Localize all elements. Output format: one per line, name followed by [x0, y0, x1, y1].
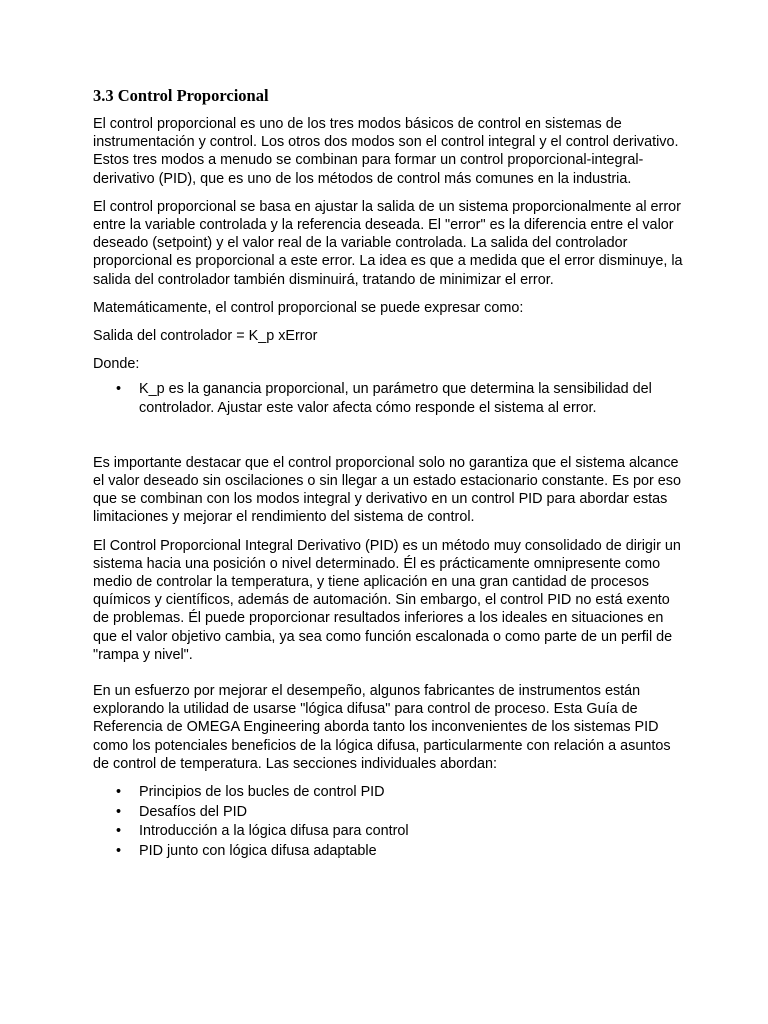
definition-list: [93, 380, 683, 416]
bullet-icon: •: [116, 803, 122, 820]
list-item-text: Principios de los bucles de control PID: [139, 784, 385, 801]
list-item: [93, 783, 683, 803]
paragraph-basis: El control proporcional se basa en ajustar la salida de un sistema proporcionalmente al error entre la variable controlada y la referencia deseada. El "error" es la diferencia entre el valor deseado (setpoint) y el valor real de la variable controlada. La salida del controlador proporcional es proporcional a este error. La idea es que a medida que el error disminuye, la salida del controlador también disminuirá, tratando de minimizar el error.: [93, 198, 683, 288]
list-item-text: Introducción a la lógica difusa para control: [139, 823, 409, 840]
paragraph-fuzzy: En un esfuerzo por mejorar el desempeño, algunos fabricantes de instrumentos están explorando la utilidad de usarse "lógica difusa" para control de proceso. Esta Guía de Referencia de OMEGA Engineering aborda tanto los inconvenientes de los sistemas PID como los potenciales beneficios de la lógica difusa, particularmente con relación a asuntos de control de temperatura. Las secciones individuales abordan:: [93, 683, 671, 772]
list-item-text: Desafíos del PID: [139, 803, 247, 820]
list-item: [93, 380, 683, 416]
paragraph-pid: El Control Proporcional Integral Derivativo (PID) es un método muy consolidado de dirigir un sistema hacia una posición o nivel determinado. Él es prácticamente omnipresente como medio de controlar la temperatura, y tiene aplicación en una gran cantidad de procesos químicos y científicos, además de automación. Sin embargo, el control PID no está exento de problemas. Él puede proporcionar resultados inferiores a los ideales en situaciones en que el valor objetivo cambia, ya sea como función escalonada o como parte de un perfil de "rampa y nivel".: [93, 537, 681, 663]
paragraph-formula: Salida del controlador = K_p xError: [93, 328, 318, 345]
paragraph-intro: El control proporcional es uno de los tres modos básicos de control en sistemas de instrumentación y control. Los otros dos modos son el control integral y el control derivativo. Estos tres modos a menudo se combinan para formar un control proporcional-integral-derivativo (PID), que es uno de los métodos de control más comunes en la industria.: [93, 116, 679, 187]
section-heading: 3.3 Control Proporcional: [93, 86, 269, 105]
bullet-icon: •: [116, 823, 122, 840]
document-page: [93, 86, 683, 861]
paragraph-where: Donde:: [93, 356, 140, 373]
bullet-icon: •: [116, 381, 122, 398]
list-item: [93, 803, 683, 823]
list-item: [93, 842, 683, 862]
bullet-icon: •: [116, 842, 122, 859]
list-item-text: PID junto con lógica difusa adaptable: [139, 842, 377, 859]
list-item: [93, 822, 683, 842]
sections-list: [93, 783, 683, 861]
paragraph-math-intro: Matemáticamente, el control proporcional se puede expresar como:: [93, 299, 524, 316]
list-item-text: K_p es la ganancia proporcional, un parámetro que determina la sensibilidad del controlador. Ajustar este valor afecta cómo responde el sistema al error.: [139, 381, 652, 416]
bullet-icon: •: [116, 784, 122, 801]
paragraph-importance: Es importante destacar que el control proporcional solo no garantiza que el sistema alcance el valor deseado sin oscilaciones o sin llegar a un estado estacionario constante. Es por eso que se combinan con los modos integral y derivativo en un control PID para abordar estas limitaciones y mejorar el rendimiento del sistema de control.: [93, 454, 681, 526]
